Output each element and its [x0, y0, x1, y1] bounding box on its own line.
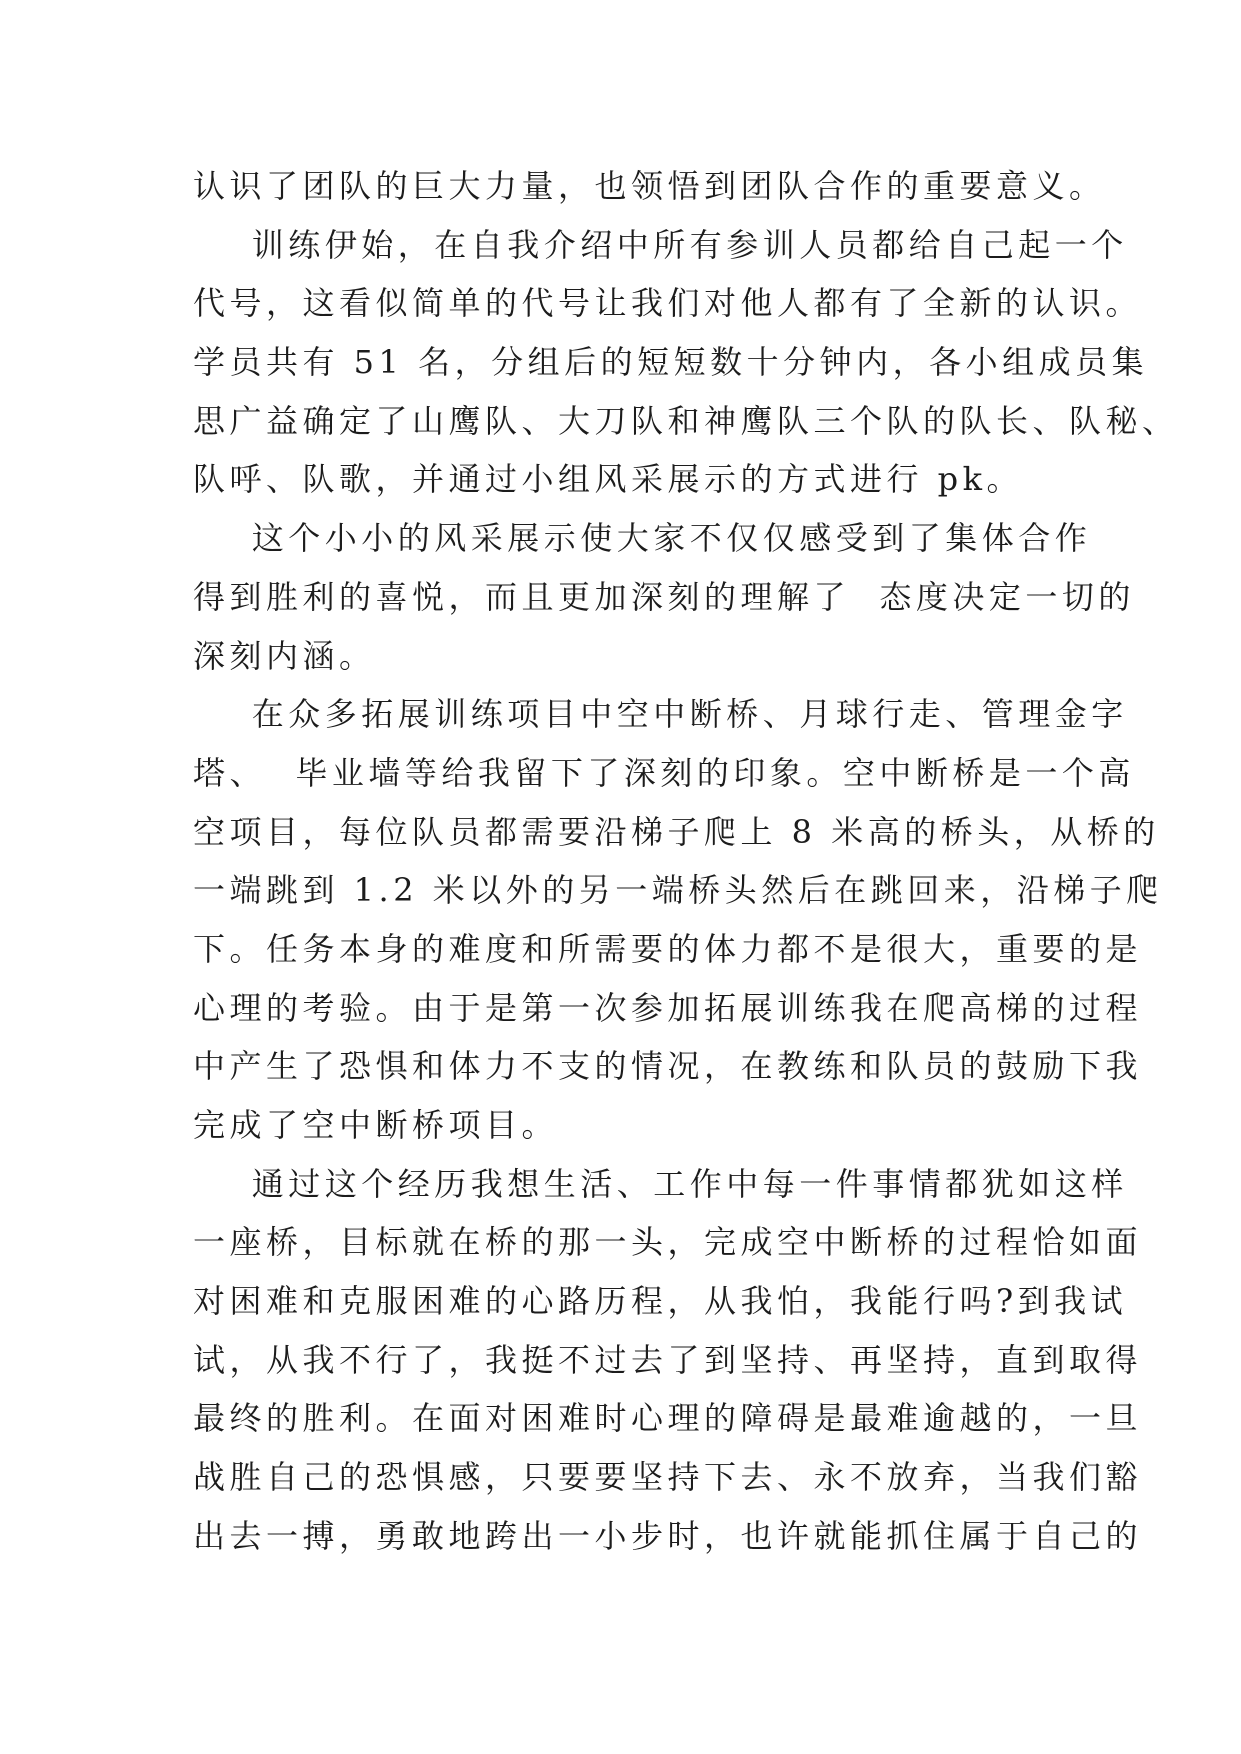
text-line: 出去一搏，勇敢地跨出一小步时，也许就能抓住属于自己的	[193, 1516, 1143, 1555]
text-line: 心理的考验。由于是第一次参加拓展训练我在爬高梯的过程	[193, 988, 1143, 1027]
text-line: 塔、 毕业墙等给我留下了深刻的印象。空中断桥是一个高	[193, 753, 1135, 792]
text-line: 队呼、队歌，并通过小组风采展示的方式进行 pk。	[193, 460, 1024, 499]
text-line: 得到胜利的喜悦，而且更加深刻的理解了 态度决定一切的	[193, 577, 1135, 616]
text-line: 代号，这看似简单的代号让我们对他人都有了全新的认识。	[193, 284, 1143, 323]
text-line: 试，从我不行了，我挺不过去了到坚持、再坚持，直到取得	[193, 1340, 1143, 1379]
text-line: 完成了空中断桥项目。	[193, 1106, 559, 1144]
text-line: 空项目，每位队员都需要沿梯子爬上 8 米高的桥头，从桥的	[193, 812, 1160, 851]
text-line: 战胜自己的恐惧感，只要要坚持下去、永不放弃，当我们豁	[193, 1458, 1143, 1497]
text-line: 中产生了恐惧和体力不支的情况，在教练和队员的鼓励下我	[193, 1047, 1143, 1086]
text-line: 在众多拓展训练项目中空中断桥、月球行走、管理金字	[193, 695, 1128, 734]
text-line: 一端跳到 1.2 米以外的另一端桥头然后在跳回来，沿梯子爬	[193, 871, 1163, 910]
text-line: 思广益确定了山鹰队、大刀队和神鹰队三个队的队长、队秘、	[193, 401, 1179, 440]
text-line: 对困难和克服困难的心路历程，从我怕，我能行吗?到我试	[193, 1282, 1128, 1321]
text-line: 下。任务本身的难度和所需要的体力都不是很大，重要的是	[193, 929, 1143, 968]
text-line: 最终的胜利。在面对困难时心理的障碍是最难逾越的，一旦	[193, 1399, 1143, 1438]
text-line: 认识了团队的巨大力量，也领悟到团队合作的重要意义。	[193, 167, 1106, 205]
text-line: 这个小小的风采展示使大家不仅仅感受到了集体合作	[193, 519, 1092, 558]
text-line: 训练伊始，在自我介绍中所有参训人员都给自己起一个	[193, 225, 1128, 264]
text-line: 学员共有 51 名，分组后的短短数十分钟内，各小组成员集	[193, 343, 1149, 382]
text-line: 通过这个经历我想生活、工作中每一件事情都犹如这样	[193, 1164, 1128, 1203]
text-line: 深刻内涵。	[193, 636, 376, 675]
body-text	[193, 157, 1179, 1566]
text-line: 一座桥，目标就在桥的那一头，完成空中断桥的过程恰如面	[193, 1223, 1143, 1262]
